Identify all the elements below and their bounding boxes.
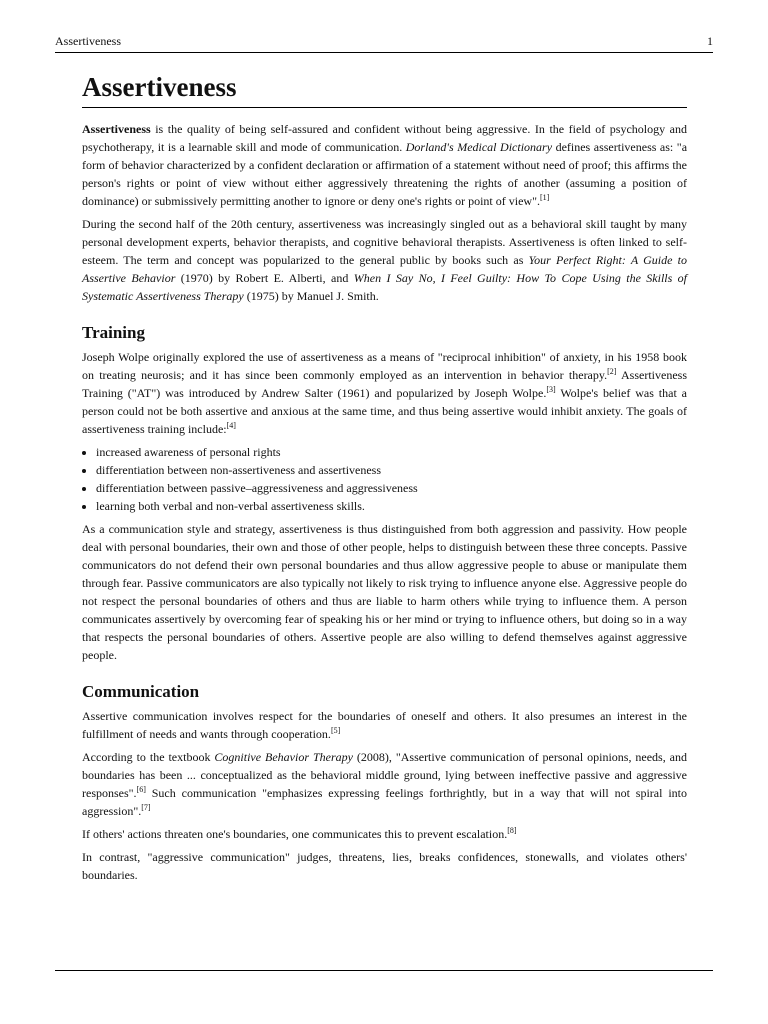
section-heading-training: Training	[82, 323, 145, 342]
training-goals-list	[82, 443, 687, 515]
list-item: • learning both verbal and non-verbal assertiveness skills.	[96, 497, 687, 515]
citation-link[interactable]: [8]	[507, 826, 517, 835]
citation-link[interactable]: [6]	[136, 785, 146, 794]
intro-paragraph-2: During the second half of the 20th century, assertiveness was increasingly singled out as a behavioral skill taught by many personal development experts, behavior therapists, and cognitive behavioral therapists. Assertiveness is often linked to self-esteem. The term and concept was popularized to the general public by books such as Your Perfect Right: A Guide to Assertive Behavior (1970) by Robert E. Alberti, and When I Say No, I Feel Guilty: How To Cope Using the Skills of Systematic Assertiveness Therapy (1975) by Manuel J. Smith.	[82, 217, 688, 303]
book-title: When I Say No, I Feel Guilty: How To Cope Using the Skills of Systematic Assertiveness Therapy	[82, 271, 688, 303]
citation-link[interactable]: [1]	[539, 193, 550, 202]
citation-link[interactable]: [5]	[330, 726, 341, 735]
citation-link[interactable]: [3]	[546, 385, 556, 394]
list-item: • differentiation between non-assertiveness and assertiveness	[96, 461, 687, 479]
running-header	[55, 34, 713, 53]
intro-paragraph-1: Assertiveness is the quality of being self-assured and confident without being aggressive. In the field of psychology and psychotherapy, it is a learnable skill and mode of communication. Dorland's Medical Dictionary defines assertiveness as: "a form of behavior characterized by a confident declaration or affirmation of a statement without need of proof; this affirms the person's rights or point of view without either aggressively threatening the rights of another (assuming a position of dominance) or submissively permitting another to ignore or deny one's rights or point of view".[1]	[82, 122, 688, 208]
book-title: Your Perfect Right: A Guide to Assertive Behavior	[82, 253, 687, 285]
section-heading-communication: Communication	[82, 682, 200, 701]
list-item: • increased awareness of personal rights	[96, 443, 687, 461]
training-paragraph-2: As a communication style and strategy, assertiveness is thus distinguished from both aggression and passivity. How people deal with personal boundaries, their own and those of other people, helps to distinguish between these three concepts. Passive communicators do not defend their own personal boundaries and thus allow aggressive people to abuse or manipulate them through fear. Passive communicators are also typically not likely to risk trying to influence anyone else. Aggressive people do not respect the personal boundaries of others and thus are liable to harm others while trying to influence them. A person communicates assertively by overcoming fear of speaking his or her mind or trying to influence others, but doing so in a way that respects the personal boundaries of others. Assertive people are also willing to defend themselves against aggressive people.	[82, 522, 687, 662]
communication-paragraph-3: If others' actions threaten one's boundaries, one communicates this to prevent escalation.[8]	[82, 826, 517, 841]
running-title: Assertiveness	[55, 34, 121, 48]
citation-link[interactable]: [2]	[607, 367, 617, 376]
citation-link[interactable]: [4]	[226, 421, 236, 430]
communication-paragraph-2: According to the textbook Cognitive Behavior Therapy (2008), "Assertive communication of personal opinions, needs, and boundaries has been ... conceptualized as the behavioral middle ground, lying between ineffective passive and aggressive responses".[6] Such communication "emphasizes expressing feelings forthrightly, but in a way that will not spiral into aggression".[7]	[82, 750, 688, 818]
footer-rule	[55, 970, 713, 971]
article-title: Assertiveness	[82, 72, 687, 108]
communication-paragraph-4: In contrast, "aggressive communication" judges, threatens, lies, breaks confidences, stonewalls, and violates others' boundaries.	[82, 850, 687, 882]
citation-link[interactable]: [7]	[141, 803, 151, 812]
list-item: • differentiation between passive–aggressiveness and aggressiveness	[96, 479, 687, 497]
book-title: Cognitive Behavior Therapy	[214, 750, 353, 764]
lead-term: Assertiveness	[82, 122, 151, 136]
training-paragraph-1: Joseph Wolpe originally explored the use of assertiveness as a means of "reciprocal inhibition" of anxiety, in his 1958 book on treating neurosis; and it has since been commonly employed as an intervention in behavior therapy.[2] Assertiveness Training ("AT") was introduced by Andrew Salter (1961) and popularized by Joseph Wolpe.[3] Wolpe's belief was that a person could not be both assertive and anxious at the same time, and thus being assertive would inhibit anxiety. The goals of assertiveness training include:[4]	[82, 350, 687, 436]
page-number: 1	[707, 34, 713, 48]
communication-paragraph-1: Assertive communication involves respect for the boundaries of oneself and others. It also presumes an interest in the fulfillment of needs and wants through cooperation.[5]	[82, 709, 687, 741]
book-title: Dorland's Medical Dictionary	[405, 140, 553, 154]
article-body	[82, 72, 687, 889]
